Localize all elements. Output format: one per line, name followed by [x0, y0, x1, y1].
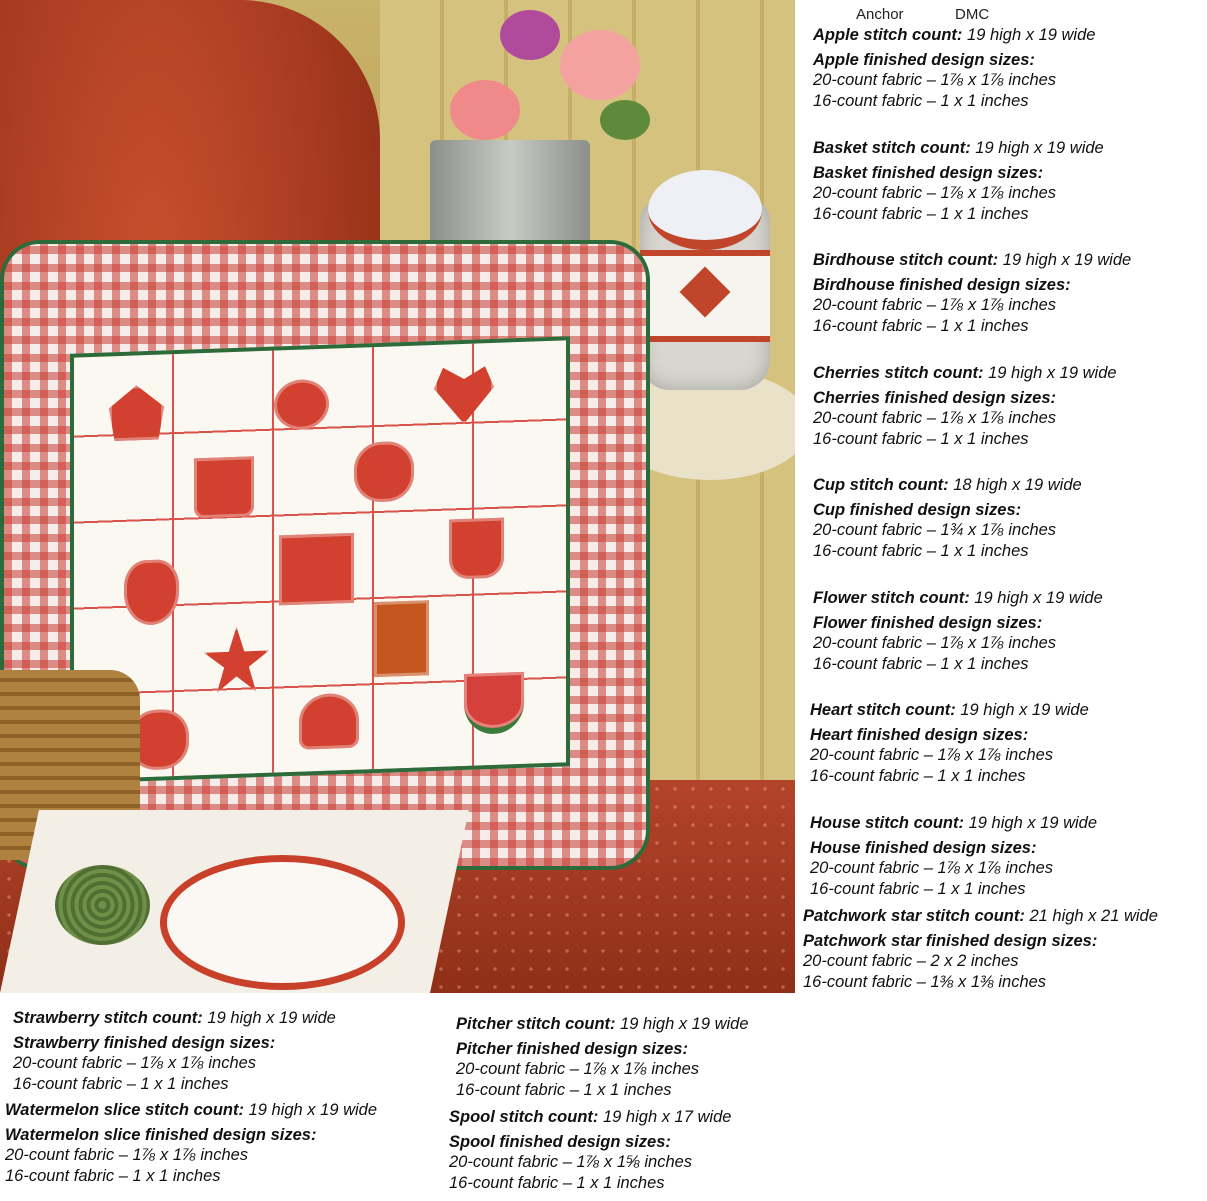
entry-pitcher	[456, 1014, 749, 1100]
patchwork-star-motif	[680, 267, 731, 318]
size-20: 20-count fabric – 1⅞ x 1⅞ inches	[813, 409, 1057, 427]
entry-cherries	[813, 363, 1117, 449]
entry-spool	[449, 1107, 731, 1193]
button-jar	[640, 200, 770, 390]
sizes-label: Birdhouse finished design sizes:	[813, 275, 1071, 294]
cup-motif	[449, 518, 504, 580]
sizes-label: Watermelon slice finished design sizes:	[5, 1125, 317, 1144]
stitch-value: 19 high x 17 wide	[603, 1108, 732, 1126]
green-thread-skein	[55, 865, 150, 945]
size-20: 20-count fabric – 1⅞ x 1⅞ inches	[810, 859, 1054, 877]
spool-motif	[374, 600, 429, 677]
size-16: 16-count fabric – 1 x 1 inches	[5, 1166, 221, 1185]
entry-heart	[810, 700, 1089, 786]
stitch-label: Pitcher stitch count:	[456, 1015, 616, 1033]
stitch-label: Birdhouse stitch count:	[813, 251, 999, 269]
size-16: 16-count fabric – 1 x 1 inches	[810, 766, 1026, 785]
stitch-value: 18 high x 19 wide	[953, 476, 1082, 494]
stitch-value: 19 high x 19 wide	[988, 364, 1117, 382]
size-20: 20-count fabric – 1⅞ x 1⅞ inches	[813, 296, 1057, 314]
sizes-label: Basket finished design sizes:	[813, 163, 1044, 182]
flower-rose	[560, 30, 640, 100]
stitch-value: 19 high x 19 wide	[960, 701, 1089, 719]
sizes-label: Cherries finished design sizes:	[813, 388, 1056, 407]
size-20: 20-count fabric – 1⅞ x 1⅝ inches	[449, 1153, 693, 1171]
embroidery-hoop	[160, 855, 405, 990]
jar-band	[640, 250, 770, 342]
stitch-label: Cup stitch count:	[813, 476, 949, 494]
sizes-label: Apple finished design sizes:	[813, 50, 1035, 69]
stitch-label: Strawberry stitch count:	[13, 1009, 203, 1027]
stitch-label: Watermelon slice stitch count:	[5, 1101, 244, 1119]
flower-purple	[500, 10, 560, 60]
size-20: 20-count fabric – 1⅞ x 1⅞ inches	[813, 634, 1057, 652]
stitch-label: Basket stitch count:	[813, 139, 971, 157]
strawberry-motif	[124, 559, 179, 626]
entry-strawberry	[13, 1008, 336, 1094]
entry-house	[810, 813, 1097, 899]
entry-birdhouse	[813, 250, 1131, 336]
size-16: 16-count fabric – 1 x 1 inches	[456, 1080, 672, 1099]
flower-motif	[354, 441, 414, 503]
size-16: 16-count fabric – 1 x 1 inches	[813, 541, 1029, 560]
stitch-value: 19 high x 19 wide	[975, 139, 1104, 157]
sizes-label: Strawberry finished design sizes:	[13, 1033, 276, 1052]
size-16: 16-count fabric – 1 x 1 inches	[813, 654, 1029, 673]
size-20: 20-count fabric – 1⅞ x 1⅞ inches	[813, 184, 1057, 202]
stitch-value: 19 high x 19 wide	[968, 814, 1098, 832]
entry-cup	[813, 475, 1082, 561]
stitch-value: 19 high x 19 wide	[207, 1009, 336, 1027]
size-20: 20-count fabric – 1⅞ x 1⅞ inches	[13, 1054, 257, 1072]
stitch-label: Apple stitch count:	[813, 26, 963, 44]
entry-basket	[813, 138, 1104, 224]
size-20: 20-count fabric – 2 x 2 inches	[803, 952, 1019, 970]
sizes-label: House finished design sizes:	[810, 838, 1037, 857]
size-20: 20-count fabric – 1⅞ x 1⅞ inches	[813, 71, 1057, 89]
cherries-motif	[274, 379, 329, 431]
sizes-label: Cup finished design sizes:	[813, 500, 1022, 519]
stitch-label: Cherries stitch count:	[813, 364, 984, 382]
entry-flower	[813, 588, 1103, 674]
size-16: 16-count fabric – 1 x 1 inches	[813, 429, 1029, 448]
heart-motif	[434, 363, 494, 425]
stitch-value: 19 high x 19 wide	[974, 589, 1103, 607]
pitcher-motif	[194, 456, 254, 518]
entry-watermelon	[5, 1100, 377, 1186]
size-20: 20-count fabric – 1⅞ x 1⅞ inches	[5, 1146, 249, 1164]
stitch-label: Spool stitch count:	[449, 1108, 599, 1126]
pincushion-lid	[648, 170, 762, 250]
stitch-value: 19 high x 19 wide	[967, 26, 1096, 44]
sizes-label: Flower finished design sizes:	[813, 613, 1043, 632]
size-16: 16-count fabric – 1⅜ x 1⅜ inches	[803, 972, 1047, 991]
stitch-value: 19 high x 19 wide	[620, 1015, 749, 1033]
stitch-label: Heart stitch count:	[810, 701, 956, 719]
sizes-label: Pitcher finished design sizes:	[456, 1039, 688, 1058]
size-20: 20-count fabric – 1¾ x 1⅞ inches	[813, 521, 1057, 539]
size-16: 16-count fabric – 1 x 1 inches	[813, 204, 1029, 223]
size-20: 20-count fabric – 1⅞ x 1⅞ inches	[810, 746, 1054, 764]
stitch-label: Patchwork star stitch count:	[803, 907, 1025, 925]
size-16: 16-count fabric – 1 x 1 inches	[813, 91, 1029, 110]
stitch-value: 19 high x 19 wide	[248, 1101, 378, 1119]
stitch-label: House stitch count:	[810, 814, 965, 832]
size-16: 16-count fabric – 1 x 1 inches	[449, 1173, 665, 1192]
size-16: 16-count fabric – 1 x 1 inches	[813, 316, 1029, 335]
size-20: 20-count fabric – 1⅞ x 1⅞ inches	[456, 1060, 700, 1078]
size-16: 16-count fabric – 1 x 1 inches	[810, 879, 1026, 898]
stitch-value: 19 high x 19 wide	[1002, 251, 1132, 269]
flower-leaf	[600, 100, 650, 140]
basket-motif	[299, 693, 359, 750]
anchor-header: Anchor	[856, 6, 904, 23]
entry-patchwork-star	[803, 906, 1158, 992]
dmc-header: DMC	[955, 6, 990, 23]
stitch-label: Flower stitch count:	[813, 589, 970, 607]
entry-apple	[813, 25, 1095, 111]
sizes-label: Patchwork star finished design sizes:	[803, 931, 1098, 950]
watermelon-motif	[464, 672, 524, 735]
sizes-label: Spool finished design sizes:	[449, 1132, 671, 1151]
house-motif	[279, 533, 354, 606]
flower-pink	[450, 80, 520, 140]
birdhouse-motif	[109, 384, 164, 441]
sizes-label: Heart finished design sizes:	[810, 725, 1029, 744]
stitch-value: 21 high x 21 wide	[1029, 907, 1158, 925]
size-16: 16-count fabric – 1 x 1 inches	[13, 1074, 229, 1093]
star-motif	[204, 626, 269, 693]
cross-stitch-panel	[70, 336, 570, 783]
